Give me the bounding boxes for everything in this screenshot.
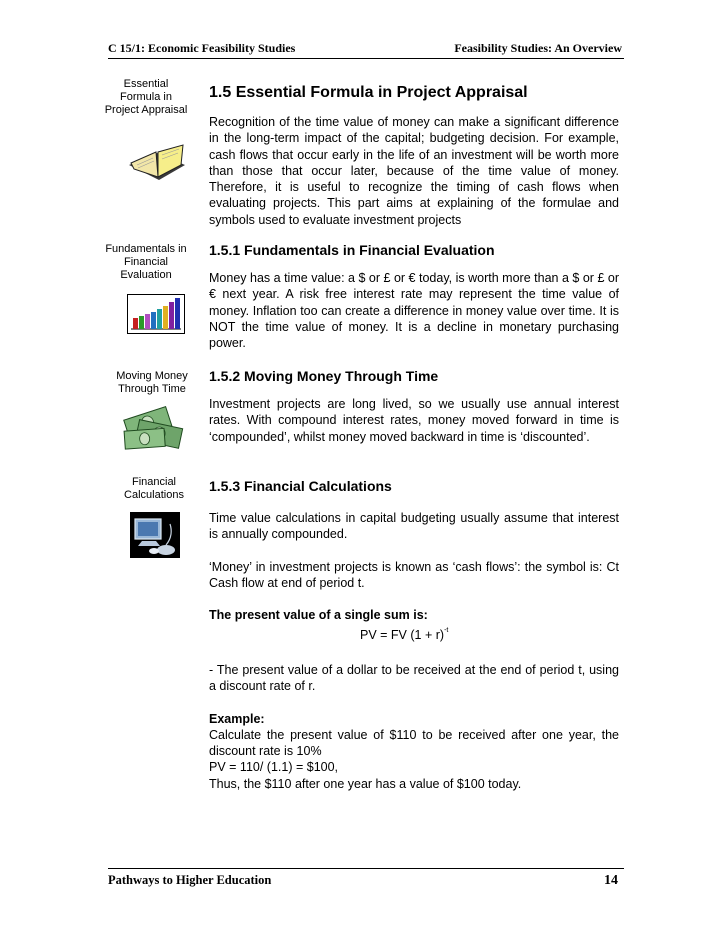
pv-label: The present value of a single sum is: (209, 608, 428, 623)
sidebar-label-moving-money: Moving Money Through Time (116, 370, 188, 395)
money-bills-icon (120, 405, 190, 453)
sidebar-label-essential-formula: Essential Formula in Project Appraisal (104, 78, 188, 116)
section-heading-1-5: 1.5 Essential Formula in Project Appraisal (209, 84, 528, 101)
footer-title: Pathways to Higher Education (108, 873, 272, 887)
bar-chart-icon (127, 294, 185, 334)
sidebar-label-fundamentals: Fundamentals in Financial Evaluation (105, 243, 187, 281)
section-heading-1-5-1: 1.5.1 Fundamentals in Financial Evaluation (209, 242, 495, 258)
present-value-formula: PV = FV $(1 + r)^{-t}$ (360, 627, 449, 642)
page-footer (108, 868, 624, 888)
header-course-title: C 15/1: Economic Feasibility Studies (108, 41, 296, 55)
page-number: 14 (604, 873, 618, 888)
computer-icon (130, 512, 180, 558)
section-heading-1-5-3: 1.5.3 Financial Calculations (209, 478, 392, 494)
section-heading-1-5-2: 1.5.2 Moving Money Through Time (209, 368, 439, 384)
sidebar-label-financial-calculations: Financial Calculations (124, 476, 184, 501)
header-chapter-title: Feasibility Studies: An Overview (454, 41, 622, 55)
section-body-1-5-3: Time value calculations in capital budgeting usually assume that interest is annually compounded. ‘Money’ in investment projects is known as ‘cash flows’: the symbol is: Ct Cash flow at end of period t. The present value of a single sum is: (209, 511, 619, 623)
example-label: Example: (209, 711, 265, 726)
section-body-1-5-1: Money has a time value: a $ or £ or € today, is worth more than a $ or £ or € next year. A risk free interest rate may represent the time value of money. Inflation too can create a difference in money value over time. It is NOT the time value of money. It is a decline in monetary purchasing power. (209, 271, 619, 351)
open-book-icon (127, 143, 187, 183)
section-body-1-5: Recognition of the time value of money can make a significant difference in the long-term impact of the capital; budgeting decision. For example, cash flows that occur early in the life of an investment will be worth more than those that occur later, because of the time value of money. Therefore, it is useful to recognize the timing of cash flows when evaluating projects. This part aims at explaining of the formulae and symbols used to evaluate investment projects (209, 115, 619, 227)
section-body-1-5-3-cont: - The present value of a dollar to be received at the end of period t, using a discount rate of r. Example: Calculate the present value of $110 to be received after one year, the discount rate is 10% PV = 110/ (1.1) = $100, Thus, the $110 after one year has a value of $100 today. (209, 663, 619, 791)
section-body-1-5-2: Investment projects are long lived, so we usually use annual interest rates. With compound interest rates, money moved forward in time is ‘compounded’, whilst money moved backward in time is ‘discounted’. (209, 397, 619, 444)
page-header (108, 40, 624, 59)
